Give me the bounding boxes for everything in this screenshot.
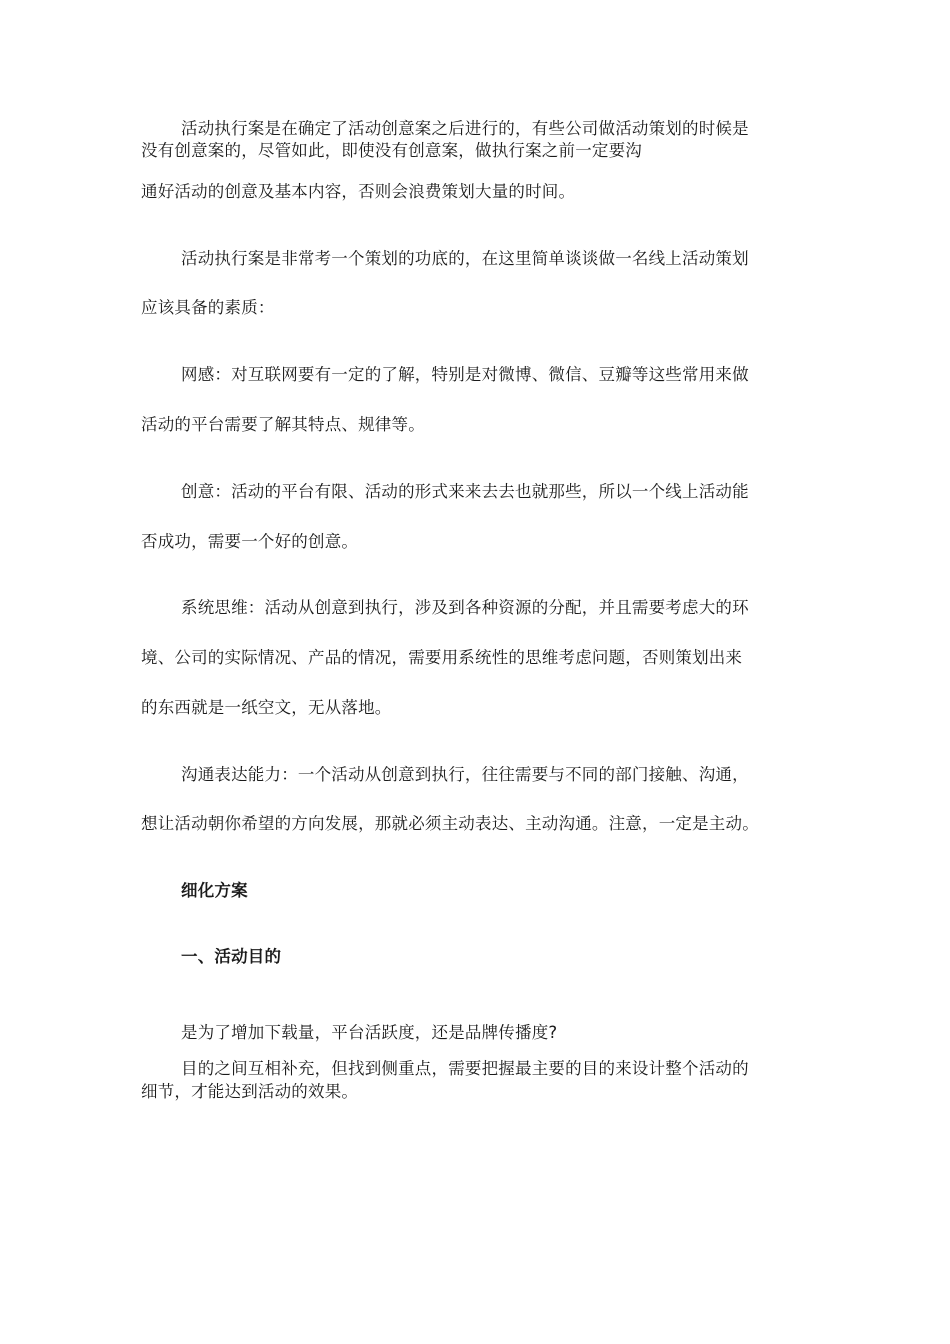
paragraph-line: 没有创意案的，尽管如此，即使没有创意案，做执行案之前一定要沟 — [141, 141, 642, 160]
paragraph-line: 是为了增加下载量，平台活跃度，还是品牌传播度? — [181, 1023, 558, 1042]
paragraph-line: 境、公司的实际情况、产品的情况，需要用系统性的思维考虑问题，否则策划出来 — [141, 648, 743, 667]
paragraph-line: 想让活动朝你希望的方向发展，那就必须主动表达、主动沟通。注意，一定是主动。 — [141, 814, 759, 833]
paragraph-line: 细节，才能达到活动的效果。 — [141, 1082, 359, 1101]
paragraph-line: 沟通表达能力：一个活动从创意到执行，往往需要与不同的部门接触、沟通， — [181, 765, 749, 784]
paragraph-line: 创意：活动的平台有限、活动的形式来来去去也就那些，所以一个线上活动能 — [181, 482, 749, 501]
paragraph-line: 的东西就是一纸空文，无从落地。 — [141, 698, 392, 717]
paragraph-line: 应该具备的素质： — [141, 298, 275, 317]
paragraph-line: 系统思维：活动从创意到执行，涉及到各种资源的分配，并且需要考虑大的环 — [181, 598, 749, 617]
paragraph-line: 目的之间互相补充，但找到侧重点，需要把握最主要的目的来设计整个活动的 — [181, 1059, 749, 1078]
section-heading: 一、活动目的 — [181, 947, 282, 966]
paragraph-line: 活动的平台需要了解其特点、规律等。 — [141, 415, 425, 434]
section-heading: 细化方案 — [181, 881, 248, 900]
paragraph-line: 活动执行案是在确定了活动创意案之后进行的，有些公司做活动策划的时候是 — [181, 119, 749, 138]
paragraph-line: 通好活动的创意及基本内容，否则会浪费策划大量的时间。 — [141, 182, 576, 201]
paragraph-line: 活动执行案是非常考一个策划的功底的，在这里简单谈谈做一名线上活动策划 — [181, 249, 749, 268]
paragraph-line: 否成功，需要一个好的创意。 — [141, 532, 359, 551]
paragraph-line: 网感：对互联网要有一定的了解，特别是对微博、微信、豆瓣等这些常用来做 — [181, 365, 749, 384]
